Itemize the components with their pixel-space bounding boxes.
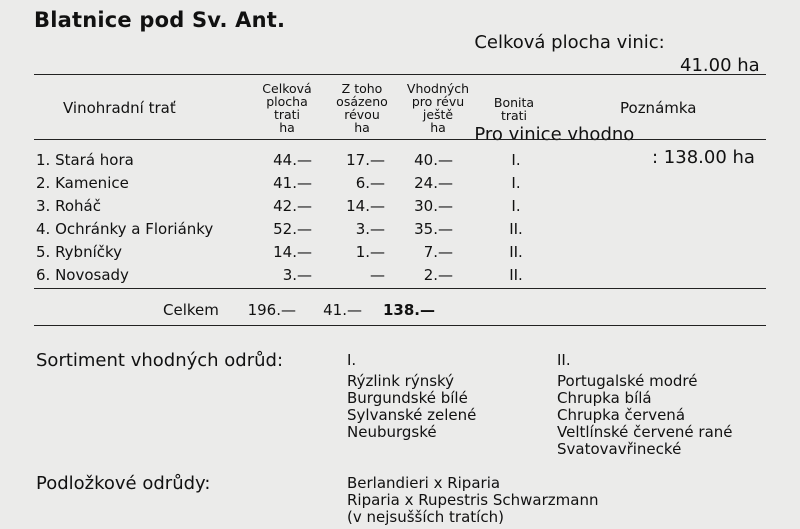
suitable-area-label: Pro vinice vhodno — [474, 124, 635, 145]
row-celkova: 41.— — [273, 174, 312, 192]
total-vhodnych: 138.— — [382, 301, 435, 319]
row-vhodnych: 24.— — [414, 174, 453, 192]
row-bonita: II. — [509, 220, 523, 238]
total-area-value: 41.00 ha — [680, 55, 760, 76]
suitable-area-value: : 138.00 ha — [652, 147, 755, 168]
header-osazeno: Z toho osázeno révou ha — [336, 81, 388, 135]
row-celkova: 42.— — [273, 197, 312, 215]
row-vhodnych: 40.— — [414, 151, 453, 169]
row-celkova: 44.— — [273, 151, 312, 169]
list-item: (v nejsušších tratích) — [347, 508, 504, 526]
sortiment-list-1 — [347, 352, 476, 441]
podnoze-list — [347, 475, 598, 526]
header-poznamka: Poznámka — [620, 99, 697, 117]
list-item: Svatovavřinecké — [557, 440, 682, 458]
rows-bottom-rule — [34, 288, 766, 289]
total-celkova: 196.— — [247, 301, 296, 319]
row-celkova: 14.— — [273, 243, 312, 261]
list-item: Burgundské bílé — [347, 389, 468, 407]
list-item: Sylvanské zelené — [347, 406, 477, 424]
row-name: 4. Ochránky a Floriánky — [36, 220, 214, 238]
row-name: 5. Rybníčky — [36, 243, 123, 261]
row-bonita: I. — [511, 197, 521, 215]
header-celkova: Celková plocha trati ha — [262, 81, 312, 135]
podnoze-label: Podložkové odrůdy: — [36, 473, 211, 494]
header-trat: Vinohradní trať — [63, 99, 176, 117]
row-osazeno: 14.— — [346, 197, 385, 215]
row-bonita: I. — [511, 151, 521, 169]
total-osazeno: 41.— — [323, 301, 362, 319]
list-item: Riparia x Rupestris Schwarzmann — [347, 491, 599, 509]
table-bottom-rule — [34, 325, 766, 326]
table-top-rule — [34, 74, 766, 75]
header-vhodnych: Vhodných pro révu ještě ha — [406, 81, 470, 135]
row-name: 2. Kamenice — [36, 174, 129, 192]
row-vhodnych: 7.— — [423, 243, 453, 261]
list-item: Berlandieri x Riparia — [347, 474, 501, 492]
row-name: 6. Novosady — [36, 266, 129, 284]
page-title: Blatnice pod Sv. Ant. — [34, 8, 286, 32]
list-item: Neuburgské — [347, 423, 437, 441]
sortiment-label: Sortiment vhodných odrůd: — [36, 350, 284, 371]
row-osazeno: 17.— — [346, 151, 385, 169]
sortiment-list-2 — [557, 352, 733, 458]
row-celkova: 3.— — [282, 266, 312, 284]
row-bonita: II. — [509, 266, 523, 284]
list-item: Chrupka červená — [557, 406, 686, 424]
row-vhodnych: 2.— — [423, 266, 453, 284]
total-label: Celkem — [163, 301, 219, 319]
header-bottom-rule — [34, 139, 766, 140]
row-bonita: I. — [511, 174, 521, 192]
row-osazeno: 1.— — [355, 243, 385, 261]
list-item: Rýzlink rýnský — [347, 372, 455, 390]
row-vhodnych: 30.— — [414, 197, 453, 215]
list-item: Veltlínské červené rané — [557, 423, 733, 441]
list-item: Portugalské modré — [557, 372, 698, 390]
row-osazeno: 3.— — [355, 220, 385, 238]
row-vhodnych: 35.— — [414, 220, 453, 238]
row-name: 1. Stará hora — [36, 151, 134, 169]
sortiment-col1-title: I. — [347, 351, 357, 369]
row-celkova: 52.— — [273, 220, 312, 238]
total-area-label: Celková plocha vinic: — [474, 32, 665, 53]
header-bonita: Bonita trati — [493, 95, 535, 123]
row-name: 3. Roháč — [36, 197, 101, 215]
row-bonita: II. — [509, 243, 523, 261]
row-osazeno: 6.— — [355, 174, 385, 192]
list-item: Chrupka bílá — [557, 389, 652, 407]
sortiment-col2-title: II. — [557, 351, 571, 369]
row-osazeno: — — [370, 266, 385, 284]
